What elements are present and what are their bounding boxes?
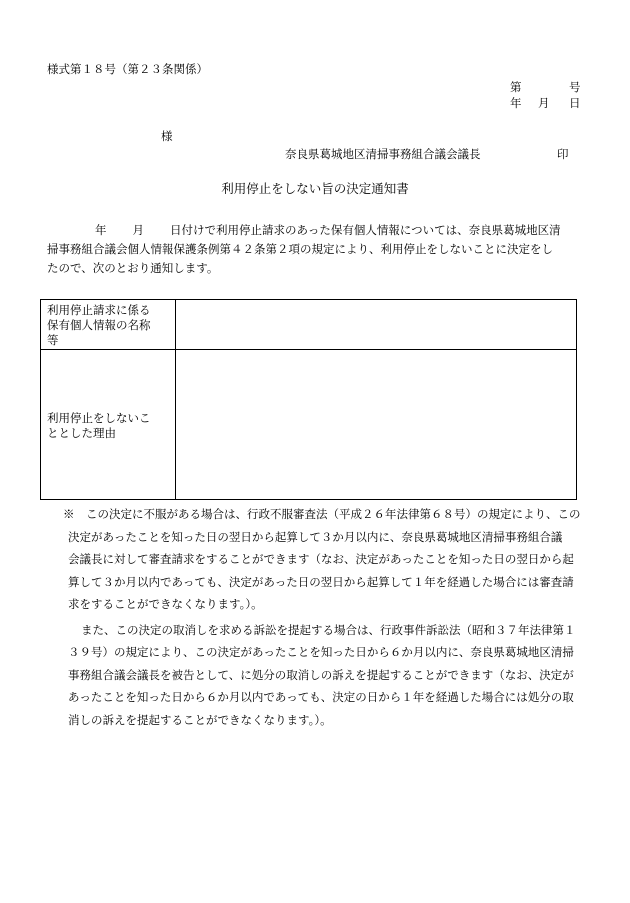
note-1-line-4: 算して３か月以内であっても、決定があった日の翌日から起算して１年を経過した場合には審査請: [68, 574, 574, 589]
document-number-suffix: 号: [569, 80, 581, 94]
row-label-name-line-3: 等: [47, 333, 59, 347]
notes-section: [63, 503, 588, 731]
table-row-reason: [41, 350, 577, 500]
intro-line-1-text: 日付けで利用停止請求のあった保有個人情報については、奈良県葛城地区清: [170, 223, 561, 237]
row-label-reason-line-1: 利用停止をしないこ: [47, 411, 151, 425]
note-2-line-3: 事務組合議会議長を被告として、に処分の取消しの訴えを提起することができます（なお、決定が: [68, 667, 574, 682]
intro-year: 年: [95, 223, 107, 237]
note-2-line-4: あったことを知った日から６か月以内であっても、決定の日から１年を経過した場合には処分の取: [68, 690, 574, 704]
row-value-name[interactable]: [176, 300, 577, 350]
intro-line-1: [47, 221, 582, 240]
document-number-label: 第: [510, 80, 522, 94]
note-2-line-1: また、この決定の取消しを求める訴訟を提起する場合は、行政事件訴訟法（昭和３７年法律第１: [81, 622, 576, 637]
date-month-label: 月: [538, 96, 550, 110]
row-value-reason[interactable]: [176, 350, 577, 500]
intro-paragraph: [47, 221, 582, 278]
row-label-name-line-2: 保有個人情報の名称: [47, 318, 151, 332]
document-title: 利用停止をしない旨の決定通知書: [221, 181, 409, 196]
row-label-reason-line-2: ととした理由: [47, 426, 116, 440]
note-2-line-5: 消しの訴えを提起することができなくなります。）。: [68, 712, 332, 727]
note-1-line-3: 会議長に対して審査請求をすることができます（なお、決定があったことを知った日の翌日から起: [68, 552, 574, 566]
seal-mark: 印: [557, 147, 569, 161]
note-2-line-2: ３９号）の規定により、この決定があったことを知った日から６か月以内に、奈良県葛城地区清掃: [68, 645, 574, 659]
info-table: [40, 299, 577, 500]
row-label-name-line-1: 利用停止請求に係る: [47, 303, 151, 317]
form-number: 様式第１８号（第２３条関係）: [47, 62, 208, 76]
intro-month: 月: [132, 223, 144, 237]
note-1-line-5: 求をすることができなくなります。）。: [68, 597, 263, 611]
date-day-label: 日: [569, 96, 581, 110]
sender-name: 奈良県葛城地区清掃事務組合議会議長: [285, 147, 481, 161]
intro-line-2: 掃事務組合議会個人情報保護条例第４２条第２項の規定により、利用停止をしないことに決定をし: [47, 242, 553, 256]
row-label-reason: [41, 350, 176, 500]
date-year-label: 年: [510, 96, 522, 110]
intro-line-3: たので、次のとおり通知します。: [47, 261, 219, 275]
table-row-name: [41, 300, 577, 350]
note-1-line-2: 決定があったことを知った日の翌日から起算して３か月以内に、奈良県葛城地区清掃事務組合議: [68, 529, 563, 544]
note-1-line-1: ※ この決定に不服がある場合は、行政不服審査法（平成２６年法律第６８号）の規定により、この: [63, 507, 581, 521]
addressee-honorific: 様: [161, 129, 173, 143]
row-label-name: [41, 300, 176, 350]
